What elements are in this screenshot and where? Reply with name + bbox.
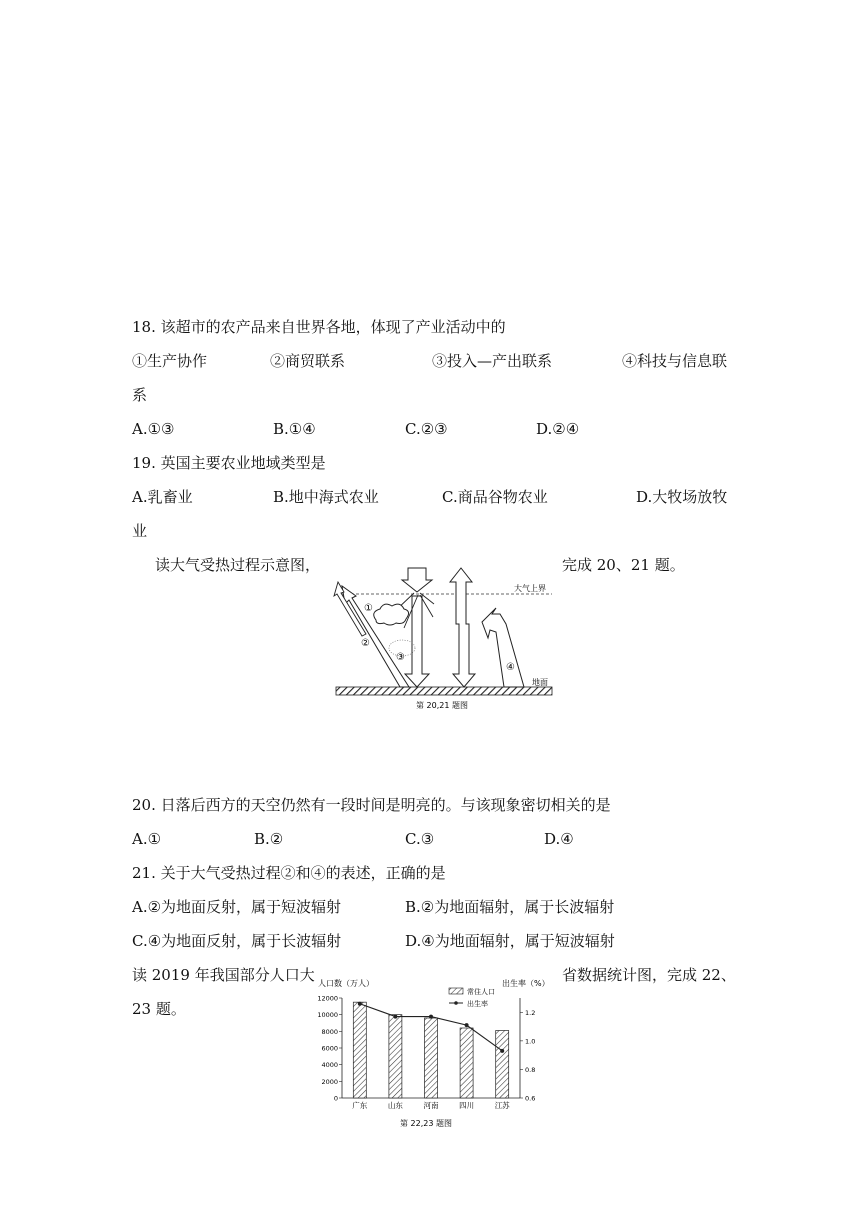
q18-option-b: B.①④ (273, 420, 316, 438)
y-tick-label-left: 4000 (321, 1061, 338, 1070)
q19-wrap: 业 (132, 522, 148, 540)
birth-rate-point-山东 (393, 1015, 397, 1019)
birth-rate-point-四川 (465, 1023, 469, 1027)
q20-option-b: B.② (254, 830, 284, 848)
x-tick-label: 山东 (387, 1101, 403, 1110)
reflection-arrow (342, 586, 409, 687)
chart-ylabel-left: 人口数（万人） (318, 979, 374, 988)
marker-2: ② (361, 638, 370, 649)
q18-option-c: C.②③ (405, 420, 448, 438)
y-tick-label-left: 12000 (317, 994, 338, 1003)
q20-stem: 20. 日落后西方的天空仍然有一段时间是明亮的。与该现象密切相关的是 (132, 796, 611, 814)
bar-四川 (460, 1028, 473, 1098)
q18-item-2: ②商贸联系 (270, 352, 346, 370)
y-tick-label-left: 2000 (321, 1077, 338, 1086)
marker-4: ④ (506, 662, 515, 673)
cloud-shape (374, 604, 409, 625)
solar-incoming-arrow (402, 568, 432, 592)
birth-rate-point-广东 (358, 1002, 362, 1006)
chart-caption: 第 22,23 题图 (400, 1119, 452, 1128)
q18-item-3: ③投入—产出联系 (432, 352, 553, 370)
y-tick-label-left: 0 (333, 1094, 338, 1103)
x-tick-label: 河南 (423, 1101, 439, 1110)
bar-山东 (389, 1015, 402, 1098)
q20-option-d: D.④ (544, 830, 574, 848)
y-tick-label-right: 1.0 (525, 1037, 536, 1046)
ground-radiation-arrow (482, 608, 524, 687)
y-tick-label-left: 8000 (321, 1027, 338, 1036)
chart-ylabel-right: 出生率（%） (502, 979, 550, 988)
q21-option-d: D.④为地面辐射，属于短波辐射 (405, 932, 615, 950)
y-tick-label-left: 6000 (321, 1044, 338, 1053)
population-chart (312, 974, 558, 1130)
q18-stem: 18. 该超市的农产品来自世界各地，体现了产业活动中的 (132, 318, 506, 336)
q20-option-a: A.① (132, 830, 162, 848)
intro-20-21-left: 读大气受热过程示意图， (155, 556, 321, 574)
legend-swatch-bar (449, 988, 463, 994)
q18-item-4: ④科技与信息联 (622, 352, 728, 370)
marker-3: ③ (396, 652, 405, 663)
q18-option-d: D.②④ (536, 420, 580, 438)
x-tick-label: 四川 (459, 1101, 475, 1110)
q20-option-c: C.③ (405, 830, 435, 848)
intro-22-23-wrap: 23 题。 (132, 1000, 186, 1018)
q21-option-b: B.②为地面辐射，属于长波辐射 (405, 898, 615, 916)
legend-line-label: 出生率 (467, 1000, 488, 1008)
q19-option-b: B.地中海式农业 (273, 488, 379, 506)
q18-option-a: A.①③ (132, 420, 175, 438)
q21-stem: 21. 关于大气受热过程②和④的表述，正确的是 (132, 864, 446, 882)
legend-swatch-dot (454, 1001, 458, 1005)
x-tick-label: 广东 (352, 1101, 368, 1110)
solar-to-ground-arrow (405, 596, 429, 687)
q19-option-a: A.乳畜业 (132, 488, 193, 506)
q19-option-d: D.大牧场放牧 (636, 488, 728, 506)
q21-option-c: C.④为地面反射，属于长波辐射 (132, 932, 342, 950)
birth-rate-point-江苏 (500, 1049, 504, 1053)
fig1-caption: 第 20,21 题图 (416, 701, 468, 710)
y-tick-label-left: 10000 (317, 1011, 338, 1020)
legend-bar-label: 常住人口 (467, 988, 495, 996)
y-tick-label-right: 0.8 (525, 1065, 536, 1074)
q18-item-1: ①生产协作 (132, 352, 208, 370)
q21-option-a: A.②为地面反射，属于短波辐射 (132, 898, 342, 916)
x-tick-label: 江苏 (494, 1101, 510, 1110)
bar-河南 (425, 1018, 438, 1098)
q19-option-c: C.商品谷物农业 (442, 488, 548, 506)
y-tick-label-right: 0.6 (525, 1094, 536, 1103)
y-tick-label-right: 1.2 (525, 1008, 536, 1017)
atmospheric-counter-arrow (450, 568, 475, 687)
birth-rate-point-河南 (429, 1015, 433, 1019)
bar-江苏 (496, 1031, 509, 1099)
atmosphere-top-label: 大气上界 (514, 584, 546, 593)
reflection-small-arrow (334, 582, 366, 636)
q19-stem: 19. 英国主要农业地域类型是 (132, 454, 326, 472)
bar-广东 (353, 1002, 366, 1098)
ground (336, 687, 552, 695)
intro-20-21-right: 完成 20、21 题。 (562, 556, 685, 574)
marker-1: ① (364, 603, 373, 614)
atmosphere-heating-diagram (330, 562, 558, 714)
q18-wrap: 系 (132, 386, 148, 404)
intro-22-23-left: 读 2019 年我国部分人口大 (132, 966, 315, 984)
intro-22-23-right: 省数据统计图，完成 22、 (562, 966, 736, 984)
ground-label: 地面 (532, 678, 548, 687)
